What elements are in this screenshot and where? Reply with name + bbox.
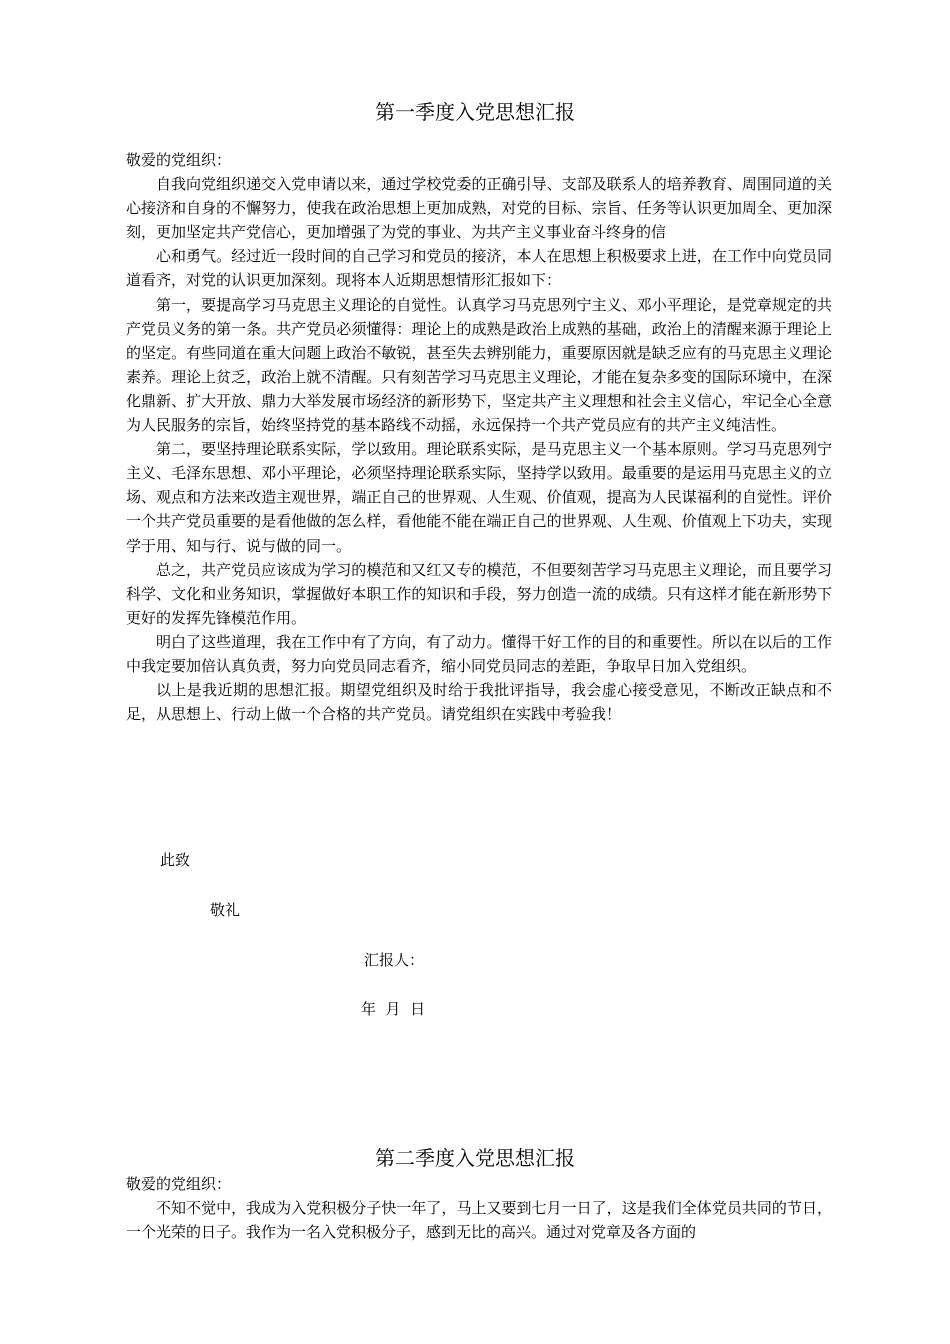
report1-paragraph-6: 明白了这些道理，我在工作中有了方向，有了动力。懂得干好工作的目的和重要性。所以在以后的工作中我定要加倍认真负责，努力向党员同志看齐，缩小同党员同志的差距，争取早日加入党组织。	[126, 632, 832, 675]
report1-reporter: 汇报人：	[364, 951, 425, 969]
report1-paragraph-4: 第二，要坚持理论联系实际，学以致用。理论联系实际，是马克思主义一个基本原则。学习马克思列宁主义、毛泽东思想、邓小平理论，必须坚持理论联系实际，坚持学以致用。最重要的是运用马克思主义的立场、观点和方法来改造主观世界，端正自己的世界观、人生观、价值观，提高为人民谋福利的自觉性。评价一个共产党员重要的是看他做的怎么样，看他能不能在端正自己的世界观、人生观、价值观上下功夫，实现学于用、知与行、说与做的同一。	[126, 440, 832, 555]
report2-title: 第二季度入党思想汇报	[375, 1146, 575, 1170]
report1-salutation: 敬爱的党组织：	[126, 151, 232, 169]
report1-closing-jingli: 敬礼	[210, 901, 241, 919]
report1-paragraph-2: 心和勇气。经过近一段时间的自己学习和党员的接济，本人在思想上积极要求上进，在工作中向党员同道看齐，对党的认识更加深刻。现将本人近期思想情形汇报如下：	[126, 247, 832, 290]
report1-closing-cizhi: 此致	[160, 851, 191, 869]
report1-paragraph-5: 总之，共产党员应该成为学习的模范和又红又专的模范，不但要刻苦学习马克思主义理论，而且要学习科学、文化和业务知识，掌握做好本职工作的知识和手段，努力创造一流的成绩。只有这样才能在新形势下更好的发挥先锋模范作用。	[126, 560, 832, 627]
report1-date: 年 月 日	[361, 1000, 426, 1018]
report1-paragraph-1: 自我向党组织递交入党申请以来，通过学校党委的正确引导、支部及联系人的培养教育、周围同道的关心接济和自身的不懈努力，使我在政治思想上更加成熟，对党的目标、宗旨、任务等认识更加周全、更加深刻，更加坚定共产党信心，更加增强了为党的事业、为共产主义事业奋斗终身的信	[126, 175, 832, 242]
report1-paragraph-3: 第一，要提高学习马克思主义理论的自觉性。认真学习马克思列宁主义、邓小平理论，是党章规定的共产党员义务的第一条。共产党员必须懂得：理论上的成熟是政治上成熟的基础，政治上的清醒来源于理论上的坚定。有些同道在重大问题上政治不敏锐，甚至失去辨别能力，重要原因就是缺乏应有的马克思主义理论素养。理论上贫乏，政治上就不清醒。只有刻苦学习马克思主义理论，才能在复杂多变的国际环境中，在深化鼎新、扩大开放、鼎力大举发展市场经济的新形势下，坚定共产主义理想和社会主义信心，牢记全心全意为人民服务的宗旨，始终坚持党的基本路线不动摇，永远保持一个共产党员应有的共产主义纯洁性。	[126, 295, 832, 435]
report2-paragraph-1: 不知不觉中，我成为入党积极分子快一年了，马上又要到七月一日了，这是我们全体党员共同的节日，一个光荣的日子。我作为一名入党积极分子，感到无比的高兴。通过对党章及各方面的	[126, 1199, 832, 1242]
report2-salutation: 敬爱的党组织：	[126, 1175, 232, 1193]
report1-paragraph-7: 以上是我近期的思想汇报。期望党组织及时给于我批评指导，我会虚心接受意见，不断改正缺点和不足，从思想上、行动上做一个合格的共产党员。请党组织在实践中考验我！	[126, 681, 832, 724]
report1-title: 第一季度入党思想汇报	[375, 100, 575, 124]
report2-body	[126, 1172, 832, 1244]
report1-body	[126, 148, 832, 726]
